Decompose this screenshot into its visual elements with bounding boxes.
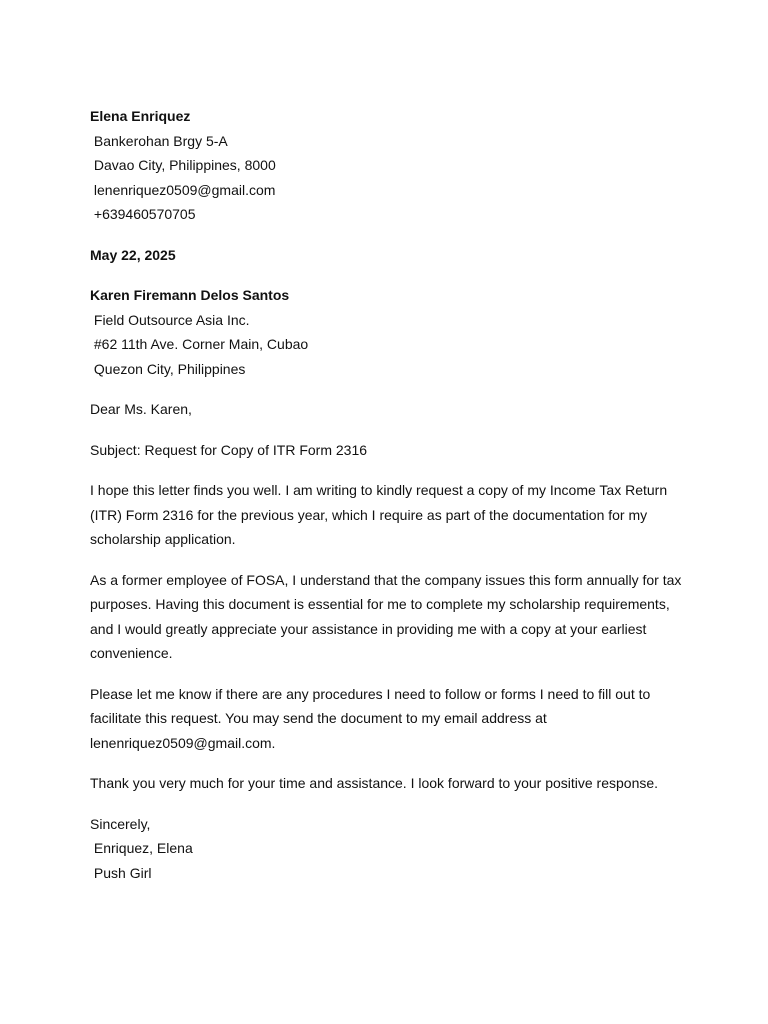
letter-page xyxy=(90,104,690,901)
salutation: Dear Ms. Karen, xyxy=(90,401,192,417)
sender-address-line-2: Davao City, Philippines, 8000 xyxy=(90,157,276,173)
date-block xyxy=(90,243,690,268)
paragraph-line: Please let me know if there are any procedures I need to follow or forms I need to fill out to xyxy=(90,685,651,702)
sender-email: lenenriquez0509@gmail.com xyxy=(90,181,276,198)
recipient-address-line-2: Quezon City, Philippines xyxy=(90,360,246,377)
signature-name: Enriquez, Elena xyxy=(90,840,193,856)
paragraph-line: purposes. Having this document is essential for me to complete my scholarship requirements, xyxy=(90,596,670,612)
letter-date: May 22, 2025 xyxy=(90,246,176,263)
sender-name: Elena Enriquez xyxy=(90,108,191,124)
body-paragraph-1 xyxy=(90,478,690,552)
signature-title: Push Girl xyxy=(90,864,152,881)
body-paragraph-3 xyxy=(90,682,690,756)
paragraph-line: (ITR) Form 2316 for the previous year, which I require as part of the documentation for my xyxy=(90,506,648,523)
paragraph-line: I hope this letter finds you well. I am writing to kindly request a copy of my Income Tax Return xyxy=(90,482,668,498)
paragraph-line: Thank you very much for your time and assistance. I look forward to your positive response. xyxy=(90,775,659,791)
paragraph-line: convenience. xyxy=(90,645,173,661)
sender-address-line-1: Bankerohan Brgy 5-A xyxy=(90,132,228,149)
recipient-block xyxy=(90,283,690,381)
paragraph-line: facilitate this request. You may send the document to my email address at xyxy=(90,710,547,726)
paragraph-line: and I would greatly appreciate your assistance in providing me with a copy at your earliest xyxy=(90,620,647,637)
subject-line: Subject: Request for Copy of ITR Form 2316 xyxy=(90,441,368,458)
subject-block xyxy=(90,438,690,463)
salutation-block xyxy=(90,397,690,422)
sender-phone: +639460570705 xyxy=(90,206,196,222)
body-paragraph-4 xyxy=(90,771,690,796)
closing-block xyxy=(90,812,690,886)
paragraph-line: As a former employee of FOSA, I understand that the company issues this form annually for tax xyxy=(90,571,682,588)
recipient-company: Field Outsource Asia Inc. xyxy=(90,311,250,328)
sender-block xyxy=(90,104,690,227)
recipient-address-line-1: #62 11th Ave. Corner Main, Cubao xyxy=(90,336,309,352)
paragraph-line: lenenriquez0509@gmail.com. xyxy=(90,734,276,751)
valediction: Sincerely, xyxy=(90,815,151,832)
paragraph-line: scholarship application. xyxy=(90,531,236,547)
recipient-name: Karen Firemann Delos Santos xyxy=(90,287,290,303)
body-paragraph-2 xyxy=(90,568,690,666)
